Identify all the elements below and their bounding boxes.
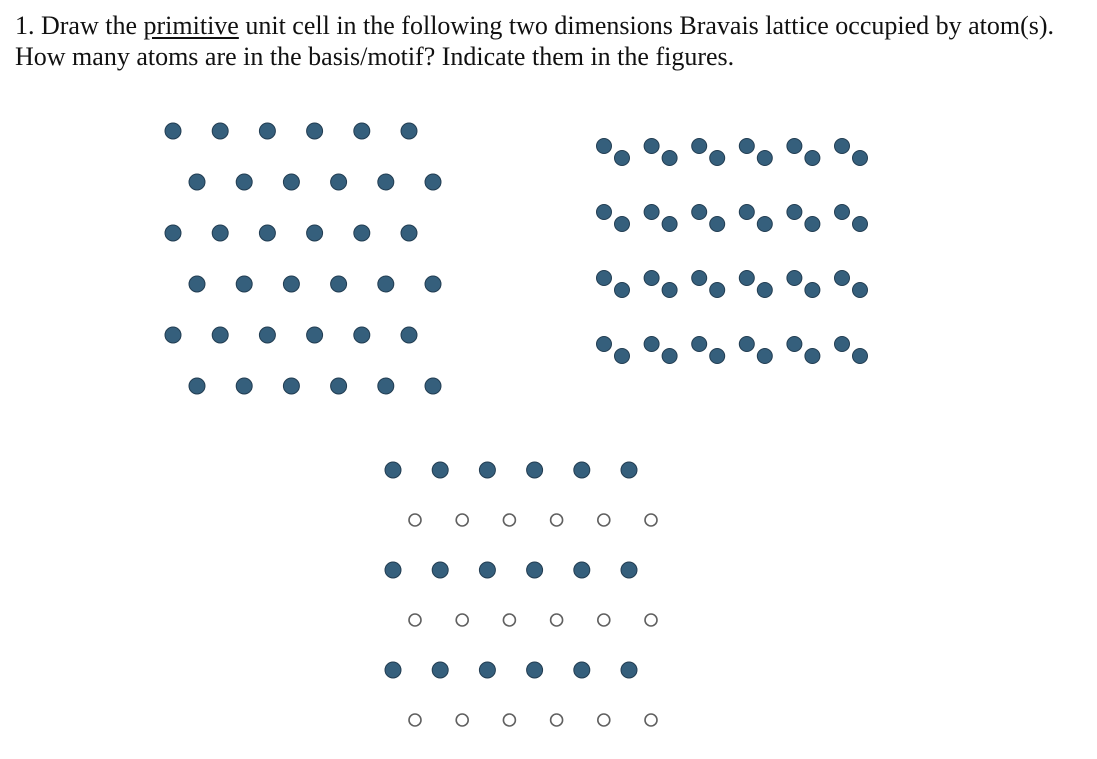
filled-atom-icon: [574, 462, 590, 478]
filled-atom-icon: [710, 349, 725, 364]
filled-atom-icon: [853, 217, 868, 232]
hollow-atom-icon: [645, 514, 657, 526]
hollow-atom-icon: [551, 514, 563, 526]
filled-atom-icon: [853, 283, 868, 298]
hollow-atom-icon: [456, 714, 468, 726]
hollow-atom-icon: [503, 514, 515, 526]
filled-atom-icon: [401, 327, 417, 343]
filled-atom-icon: [662, 283, 677, 298]
filled-atom-icon: [331, 378, 347, 394]
filled-atom-icon: [835, 271, 850, 286]
filled-atom-icon: [189, 174, 205, 190]
filled-atom-icon: [805, 151, 820, 166]
question-text-before: Draw the: [41, 11, 138, 40]
hollow-atom-icon: [409, 714, 421, 726]
filled-atom-icon: [307, 123, 323, 139]
filled-atom-icon: [757, 217, 772, 232]
filled-atom-icon: [259, 327, 275, 343]
filled-atom-icon: [378, 174, 394, 190]
filled-atom-icon: [479, 662, 495, 678]
filled-atom-icon: [644, 139, 659, 154]
filled-atom-icon: [574, 662, 590, 678]
filled-atom-icon: [615, 151, 630, 166]
filled-atom-icon: [662, 349, 677, 364]
filled-atom-icon: [189, 378, 205, 394]
filled-atom-icon: [432, 662, 448, 678]
filled-atom-icon: [739, 337, 754, 352]
filled-atom-icon: [692, 139, 707, 154]
filled-atom-icon: [165, 327, 181, 343]
filled-atom-icon: [644, 337, 659, 352]
filled-atom-icon: [621, 662, 637, 678]
filled-atom-icon: [787, 205, 802, 220]
filled-atom-icon: [354, 327, 370, 343]
filled-atom-icon: [757, 283, 772, 298]
filled-atom-icon: [331, 276, 347, 292]
hollow-atom-icon: [409, 514, 421, 526]
filled-atom-icon: [644, 205, 659, 220]
filled-atom-icon: [283, 378, 299, 394]
filled-atom-icon: [212, 123, 228, 139]
question-underlined-word: primitive: [143, 11, 239, 40]
filled-atom-icon: [710, 283, 725, 298]
filled-atom-icon: [307, 225, 323, 241]
hollow-atom-icon: [551, 614, 563, 626]
hollow-atom-icon: [456, 614, 468, 626]
filled-atom-icon: [479, 562, 495, 578]
filled-atom-icon: [527, 662, 543, 678]
filled-atom-icon: [165, 225, 181, 241]
filled-atom-icon: [331, 174, 347, 190]
filled-atom-icon: [805, 283, 820, 298]
filled-atom-icon: [739, 271, 754, 286]
filled-atom-icon: [710, 217, 725, 232]
hollow-atom-icon: [456, 514, 468, 526]
hollow-atom-icon: [598, 514, 610, 526]
filled-atom-icon: [757, 349, 772, 364]
hollow-atom-icon: [598, 714, 610, 726]
hollow-atom-icon: [503, 714, 515, 726]
filled-atom-icon: [189, 276, 205, 292]
filled-atom-icon: [853, 151, 868, 166]
lattice-c: [385, 462, 657, 726]
filled-atom-icon: [212, 225, 228, 241]
lattice-b: [597, 139, 868, 364]
filled-atom-icon: [739, 139, 754, 154]
hollow-atom-icon: [645, 614, 657, 626]
filled-atom-icon: [527, 462, 543, 478]
filled-atom-icon: [425, 378, 441, 394]
filled-atom-icon: [283, 174, 299, 190]
filled-atom-icon: [259, 225, 275, 241]
filled-atom-icon: [401, 225, 417, 241]
lattice-a: [165, 123, 441, 394]
filled-atom-icon: [385, 662, 401, 678]
filled-atom-icon: [757, 151, 772, 166]
filled-atom-icon: [615, 217, 630, 232]
filled-atom-icon: [378, 378, 394, 394]
filled-atom-icon: [692, 271, 707, 286]
question-text-after: unit cell in the following two dimensions Bravais lattice occupied by atom(s). How many atoms are in the basis/motif? Indicate them in the figures.: [15, 11, 1055, 71]
filled-atom-icon: [787, 271, 802, 286]
filled-atom-icon: [212, 327, 228, 343]
filled-atom-icon: [378, 276, 394, 292]
filled-atom-icon: [354, 123, 370, 139]
filled-atom-icon: [597, 271, 612, 286]
hollow-atom-icon: [409, 614, 421, 626]
filled-atom-icon: [615, 283, 630, 298]
filled-atom-icon: [805, 349, 820, 364]
filled-atom-icon: [597, 205, 612, 220]
filled-atom-icon: [354, 225, 370, 241]
filled-atom-icon: [425, 174, 441, 190]
filled-atom-icon: [479, 462, 495, 478]
filled-atom-icon: [853, 349, 868, 364]
question-number: 1.: [15, 11, 35, 40]
hollow-atom-icon: [551, 714, 563, 726]
filled-atom-icon: [236, 174, 252, 190]
filled-atom-icon: [385, 462, 401, 478]
filled-atom-icon: [259, 123, 275, 139]
hollow-atom-icon: [645, 714, 657, 726]
filled-atom-icon: [401, 123, 417, 139]
filled-atom-icon: [787, 139, 802, 154]
filled-atom-icon: [527, 562, 543, 578]
hollow-atom-icon: [503, 614, 515, 626]
filled-atom-icon: [432, 462, 448, 478]
filled-atom-icon: [236, 378, 252, 394]
filled-atom-icon: [835, 139, 850, 154]
filled-atom-icon: [307, 327, 323, 343]
filled-atom-icon: [385, 562, 401, 578]
filled-atom-icon: [805, 217, 820, 232]
filled-atom-icon: [692, 205, 707, 220]
filled-atom-icon: [236, 276, 252, 292]
filled-atom-icon: [787, 337, 802, 352]
filled-atom-icon: [165, 123, 181, 139]
filled-atom-icon: [835, 337, 850, 352]
filled-atom-icon: [662, 217, 677, 232]
filled-atom-icon: [283, 276, 299, 292]
filled-atom-icon: [710, 151, 725, 166]
filled-atom-icon: [597, 337, 612, 352]
filled-atom-icon: [621, 462, 637, 478]
hollow-atom-icon: [598, 614, 610, 626]
filled-atom-icon: [644, 271, 659, 286]
filled-atom-icon: [574, 562, 590, 578]
filled-atom-icon: [432, 562, 448, 578]
filled-atom-icon: [692, 337, 707, 352]
filled-atom-icon: [662, 151, 677, 166]
filled-atom-icon: [615, 349, 630, 364]
filled-atom-icon: [597, 139, 612, 154]
filled-atom-icon: [739, 205, 754, 220]
filled-atom-icon: [425, 276, 441, 292]
filled-atom-icon: [835, 205, 850, 220]
filled-atom-icon: [621, 562, 637, 578]
